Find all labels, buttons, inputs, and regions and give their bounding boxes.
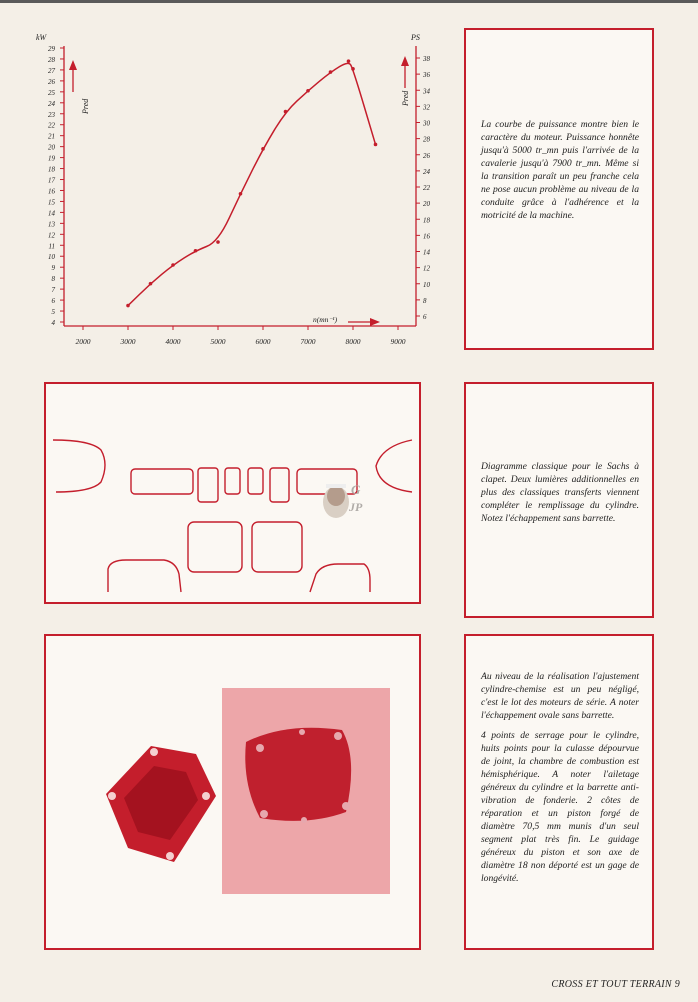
power-curve-point	[126, 304, 130, 308]
y-left-tick-label: 6	[51, 297, 55, 306]
y-right-tick-label: 36	[423, 71, 430, 80]
y-left-tick-label: 23	[48, 110, 55, 119]
cylinder-photo	[46, 636, 419, 948]
y-left-tick-label: 20	[48, 143, 55, 152]
y-left-tick-label: 17	[48, 176, 55, 185]
y-right-tick-label: 26	[423, 151, 430, 160]
power-curve-point	[171, 263, 175, 267]
y-right-tick-label: 12	[423, 264, 430, 273]
x-tick-label: 5000	[210, 337, 226, 346]
right-axis-arrowhead	[401, 56, 409, 66]
y-right-tick-label: 10	[423, 280, 430, 289]
left-unit-label: kW	[36, 33, 47, 42]
power-curve-point	[194, 249, 198, 253]
y-left-tick-label: 9	[51, 264, 55, 273]
x-tick-label: 6000	[255, 337, 271, 346]
y-right-tick-label: 32	[423, 103, 430, 112]
y-right-tick-label: 18	[423, 216, 430, 225]
power-curve-point	[149, 282, 153, 286]
y-left-tick-label: 24	[48, 99, 55, 108]
power-curve-point	[374, 143, 378, 147]
right-transfer-port	[376, 440, 412, 492]
power-curve-point	[329, 70, 333, 74]
boost-port-right	[252, 522, 302, 572]
port-diagram	[46, 384, 419, 602]
left-transfer-port	[53, 440, 105, 492]
x-tick-label: 2000	[75, 337, 91, 346]
port-diagram-panel	[44, 382, 421, 604]
x-tick-label: 8000	[345, 337, 361, 346]
y-left-tick-label: 15	[48, 198, 55, 207]
y-right-tick-label: 6	[423, 313, 427, 321]
left-axis-arrowhead	[69, 60, 77, 70]
left-axis-label: Pred	[81, 98, 90, 114]
power-curve-point	[261, 147, 265, 151]
y-left-tick-label: 4	[51, 319, 55, 327]
power-curve-point	[306, 89, 310, 93]
y-left-tick-label: 18	[48, 165, 55, 174]
svg-text:G: G	[351, 482, 361, 497]
y-right-tick-label: 24	[423, 167, 430, 176]
y-right-tick-label: 28	[423, 135, 430, 144]
power-curve-point	[347, 59, 351, 63]
right-axis-label: Pred	[401, 90, 410, 106]
cylinder-head-photo	[245, 728, 351, 823]
y-right-tick-label: 34	[423, 87, 430, 96]
power-curve-point	[216, 240, 220, 244]
aux-port-4	[270, 468, 289, 502]
photo-caption-box	[481, 670, 639, 892]
y-left-tick-label: 7	[51, 286, 55, 295]
y-left-tick-label: 28	[48, 55, 55, 64]
power-curve-point	[351, 67, 355, 71]
exhaust-right-port	[297, 469, 357, 494]
inlet-right	[310, 564, 370, 592]
y-left-tick-label: 19	[48, 154, 55, 163]
diagram-caption-text: Diagramme classique pour le Sachs à clapet. Deux lumières additionnelles en plus des classiques transferts viennent compléter le remplissage du cylindre. Notez l'échappement sans barrette.	[481, 461, 639, 524]
chart-caption-text: La courbe de puissance montre bien le caractère du moteur. Puissance honnête jusqu'à 5000 tr_mn puis l'arrivée de la cavalerie jusqu'à 7900 tr_mn. Même si la transition paraît un peu franche cela ne pose aucun problème au niveau de la conduite grâce à l'adhérence et la motricité de la machine.	[481, 119, 639, 221]
boost-port-left	[188, 522, 242, 572]
power-curve-chart	[0, 0, 440, 360]
inlet-left	[108, 560, 181, 592]
x-axis-label: n(mn⁻¹)	[313, 315, 338, 324]
y-left-tick-label: 10	[48, 253, 55, 262]
x-axis-arrowhead	[370, 318, 380, 326]
page-footer: CROSS ET TOUT TERRAIN 9	[551, 979, 680, 990]
x-tick-label: 9000	[390, 337, 406, 346]
power-curve-line	[128, 63, 376, 305]
aux-port-3	[248, 468, 263, 494]
y-right-tick-label: 16	[423, 232, 430, 241]
y-right-tick-label: 30	[423, 119, 430, 128]
power-curve-point	[284, 110, 288, 114]
y-left-tick-label: 25	[48, 88, 55, 97]
y-right-tick-label: 20	[423, 200, 430, 209]
y-left-tick-label: 5	[51, 308, 55, 317]
y-right-tick-label: 22	[423, 184, 430, 192]
y-left-tick-label: 26	[48, 77, 55, 86]
y-right-tick-label: 8	[423, 296, 427, 305]
cylinder-base-photo	[106, 746, 216, 862]
x-tick-label: 4000	[165, 337, 181, 346]
exhaust-left-port	[131, 469, 193, 494]
y-left-tick-label: 16	[48, 187, 55, 196]
right-unit-label: PS	[411, 33, 420, 42]
y-left-tick-label: 21	[48, 132, 55, 141]
y-left-tick-label: 27	[48, 66, 55, 75]
x-tick-label: 7000	[300, 337, 316, 346]
photo-panel	[44, 634, 421, 950]
photo-caption-paragraph-1: Au niveau de la réalisation l'ajustement cylindre-chemise est un peu négligé, c'est le lot des moteurs de série. A noter l'échappement ovale sans barrette.	[481, 671, 639, 721]
y-left-tick-label: 11	[48, 242, 55, 251]
x-tick-label: 3000	[120, 337, 136, 346]
y-left-tick-label: 22	[48, 121, 55, 130]
y-left-tick-label: 12	[48, 231, 55, 240]
y-left-tick-label: 14	[48, 209, 55, 218]
y-left-tick-label: 29	[48, 45, 55, 53]
photo-caption-paragraph-2: 4 points de serrage pour le cylindre, huits points pour la culasse dépourvue de joint, la chambre de combustion est hémisphérique. A noter l'ailetage généreux du cylindre et la barrette anti-vibration de fonderie. 2 côtes de réparation et un piston forgé de diamètre 70,5 mm munis d'un seul segment plat très fin. Le guidage généreux du piston et son axe de diamètre 18 non déporté est un gage de longévité.	[481, 730, 639, 884]
watermark-stamp	[323, 482, 363, 518]
y-right-tick-label: 14	[423, 248, 430, 257]
aux-port-1	[198, 468, 218, 502]
y-left-tick-label: 13	[48, 220, 55, 229]
y-right-tick-label: 38	[423, 55, 430, 63]
y-left-tick-label: 8	[51, 275, 55, 284]
power-curve-point	[239, 192, 243, 196]
aux-port-2	[225, 468, 240, 494]
svg-text:JP: JP	[349, 500, 363, 514]
